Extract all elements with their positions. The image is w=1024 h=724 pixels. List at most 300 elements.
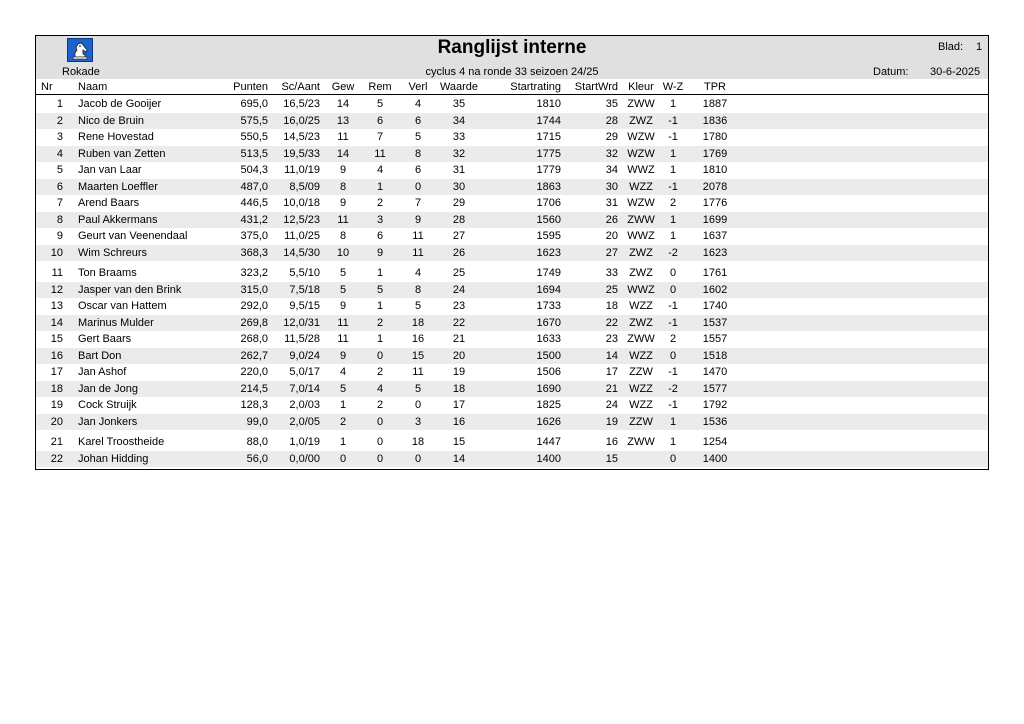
cell-waarde: 22 bbox=[452, 316, 466, 329]
cell-gew: 14 bbox=[336, 147, 350, 160]
cell-waarde: 23 bbox=[452, 300, 466, 312]
cell-nr: 19 bbox=[50, 399, 63, 411]
cell-rem: 5 bbox=[376, 98, 384, 110]
cell-startrating: 1595 bbox=[536, 230, 561, 242]
table-row bbox=[36, 331, 988, 348]
col-verl: Verl bbox=[408, 81, 428, 93]
table-row bbox=[36, 162, 988, 179]
cell-nr: 14 bbox=[50, 316, 63, 329]
col-tpr: TPR bbox=[704, 81, 726, 93]
report-header bbox=[36, 36, 988, 79]
cell-sc-aant: 7,0/14 bbox=[289, 382, 320, 395]
cell-startrating: 1715 bbox=[536, 131, 561, 143]
cell-waarde: 27 bbox=[452, 230, 466, 242]
col-nr: Nr bbox=[41, 81, 53, 93]
cell-tpr: 1577 bbox=[702, 382, 728, 395]
cell-rem: 1 bbox=[376, 267, 384, 279]
cell-startwrd: 20 bbox=[605, 230, 618, 242]
cell-tpr: 1776 bbox=[702, 197, 728, 209]
cell-startrating: 1810 bbox=[536, 98, 561, 110]
cell-nr: 1 bbox=[56, 98, 63, 110]
table-row bbox=[36, 298, 988, 315]
cell-naam: Maarten Loeffler bbox=[78, 180, 158, 193]
cell-sc-aant: 2,0/05 bbox=[289, 415, 320, 428]
cell-gew: 11 bbox=[337, 131, 349, 143]
cell-wz: 0 bbox=[669, 267, 677, 279]
table-row bbox=[36, 129, 988, 146]
cell-startwrd: 19 bbox=[605, 415, 618, 428]
table-row bbox=[36, 265, 988, 282]
cell-wz: 2 bbox=[669, 197, 677, 209]
cell-punten: 368,3 bbox=[240, 246, 268, 259]
cell-tpr: 1699 bbox=[702, 213, 728, 226]
cell-gew: 11 bbox=[337, 316, 349, 329]
cell-startrating: 1706 bbox=[536, 197, 561, 209]
table-row bbox=[36, 348, 988, 365]
cell-tpr: 1518 bbox=[702, 349, 728, 362]
cell-verl: 5 bbox=[414, 131, 422, 143]
cell-wz: 1 bbox=[669, 98, 677, 110]
cell-naam: Jan Ashof bbox=[78, 366, 127, 378]
cell-punten: 214,5 bbox=[240, 382, 268, 395]
cell-naam: Rene Hovestad bbox=[78, 131, 154, 143]
cell-gew: 5 bbox=[339, 283, 347, 296]
cell-startrating: 1825 bbox=[536, 399, 561, 411]
cell-punten: 323,2 bbox=[240, 267, 268, 279]
table-row bbox=[36, 179, 988, 196]
cell-punten: 128,3 bbox=[240, 399, 268, 411]
cell-kleur: ZWZ bbox=[629, 246, 653, 259]
cell-tpr: 1470 bbox=[702, 366, 728, 378]
cell-sc-aant: 11,5/28 bbox=[284, 333, 320, 345]
cell-tpr: 1761 bbox=[702, 267, 728, 279]
cell-startwrd: 14 bbox=[605, 349, 618, 362]
cell-rem: 0 bbox=[376, 436, 384, 448]
ranking-sheet bbox=[35, 35, 989, 470]
cell-kleur: ZZW bbox=[629, 366, 653, 378]
cell-naam: Arend Baars bbox=[78, 197, 140, 209]
cell-startwrd: 31 bbox=[605, 197, 618, 209]
cell-tpr: 1400 bbox=[702, 452, 728, 465]
cell-kleur: ZWW bbox=[627, 213, 655, 226]
table-row bbox=[36, 96, 988, 113]
table-row bbox=[36, 113, 988, 130]
cell-waarde: 18 bbox=[452, 382, 466, 395]
cell-wz: 1 bbox=[669, 213, 677, 226]
cell-verl: 0 bbox=[414, 399, 422, 411]
cell-verl: 8 bbox=[414, 147, 422, 160]
cell-startwrd: 18 bbox=[605, 300, 618, 312]
cell-tpr: 2078 bbox=[702, 180, 728, 193]
cell-rem: 2 bbox=[376, 316, 384, 329]
cell-rem: 1 bbox=[376, 300, 384, 312]
cell-kleur: WZZ bbox=[629, 180, 653, 193]
cell-wz: 1 bbox=[669, 415, 677, 428]
cell-rem: 2 bbox=[376, 197, 384, 209]
cell-gew: 13 bbox=[336, 114, 350, 127]
cell-wz: 1 bbox=[669, 164, 677, 176]
cell-sc-aant: 7,5/18 bbox=[289, 283, 320, 296]
cell-tpr: 1537 bbox=[702, 316, 728, 329]
cell-startrating: 1623 bbox=[536, 246, 561, 259]
cell-waarde: 35 bbox=[452, 98, 466, 110]
col-naam: Naam bbox=[78, 81, 108, 93]
cell-wz: -1 bbox=[668, 180, 678, 193]
cell-waarde: 17 bbox=[452, 399, 466, 411]
cell-kleur: ZWW bbox=[627, 436, 655, 448]
cell-startwrd: 21 bbox=[605, 382, 618, 395]
table-row bbox=[36, 451, 988, 468]
cell-naam: Geurt van Veenendaal bbox=[78, 230, 188, 242]
cell-waarde: 14 bbox=[452, 452, 466, 465]
cell-verl: 8 bbox=[414, 283, 422, 296]
cell-gew: 9 bbox=[339, 349, 347, 362]
cell-startrating: 1560 bbox=[536, 213, 561, 226]
cell-waarde: 29 bbox=[452, 197, 466, 209]
cell-startrating: 1775 bbox=[536, 147, 561, 160]
cell-waarde: 24 bbox=[452, 283, 466, 296]
cell-wz: -2 bbox=[668, 246, 678, 259]
cell-startwrd: 32 bbox=[605, 147, 618, 160]
cell-gew: 10 bbox=[336, 246, 350, 259]
cell-punten: 695,0 bbox=[240, 98, 268, 110]
cell-punten: 315,0 bbox=[240, 283, 268, 296]
cell-sc-aant: 14,5/30 bbox=[283, 246, 320, 259]
cell-kleur: WZW bbox=[627, 147, 655, 160]
cell-naam: Ton Braams bbox=[78, 267, 137, 279]
cell-startrating: 1863 bbox=[536, 180, 561, 193]
col-rem: Rem bbox=[368, 81, 392, 93]
cell-waarde: 20 bbox=[452, 349, 466, 362]
cell-verl: 0 bbox=[414, 452, 422, 465]
cell-wz: 0 bbox=[669, 283, 677, 296]
cell-wz: 1 bbox=[669, 147, 677, 160]
cell-punten: 550,5 bbox=[240, 131, 268, 143]
cell-startwrd: 17 bbox=[605, 366, 618, 378]
cell-verl: 4 bbox=[414, 98, 422, 110]
cell-kleur: WZW bbox=[627, 197, 655, 209]
cell-nr: 18 bbox=[50, 382, 63, 395]
table-row bbox=[36, 195, 988, 212]
cell-waarde: 15 bbox=[452, 436, 466, 448]
cell-naam: Johan Hidding bbox=[78, 452, 149, 465]
cell-verl: 6 bbox=[414, 164, 422, 176]
cell-sc-aant: 5,0/17 bbox=[289, 366, 320, 378]
cell-nr: 13 bbox=[50, 300, 63, 312]
cell-sc-aant: 16,0/25 bbox=[283, 114, 320, 127]
cell-kleur: ZWZ bbox=[629, 267, 653, 279]
cell-rem: 0 bbox=[376, 349, 384, 362]
cell-tpr: 1836 bbox=[702, 114, 728, 127]
cell-gew: 2 bbox=[339, 415, 347, 428]
cell-waarde: 25 bbox=[452, 267, 466, 279]
cell-nr: 7 bbox=[56, 197, 63, 209]
cell-startwrd: 29 bbox=[605, 131, 618, 143]
cell-kleur: ZWZ bbox=[629, 114, 653, 127]
cell-tpr: 1810 bbox=[702, 164, 728, 176]
cell-nr: 4 bbox=[56, 147, 63, 160]
cell-nr: 10 bbox=[50, 246, 63, 259]
cell-wz: 0 bbox=[669, 349, 677, 362]
cell-verl: 0 bbox=[414, 180, 422, 193]
col-kleur: Kleur bbox=[628, 81, 654, 93]
cell-naam: Oscar van Hattem bbox=[78, 300, 167, 312]
cell-kleur: ZWZ bbox=[629, 316, 653, 329]
cell-punten: 487,0 bbox=[240, 180, 268, 193]
cell-verl: 7 bbox=[414, 197, 422, 209]
cell-sc-aant: 10,0/18 bbox=[283, 197, 320, 209]
cell-tpr: 1780 bbox=[702, 131, 728, 143]
cell-gew: 14 bbox=[336, 98, 350, 110]
cell-rem: 1 bbox=[376, 333, 384, 345]
cell-tpr: 1887 bbox=[702, 98, 728, 110]
cell-kleur: WZZ bbox=[629, 399, 653, 411]
cell-nr: 12 bbox=[50, 283, 63, 296]
cell-nr: 8 bbox=[56, 213, 63, 226]
col-wz: W-Z bbox=[662, 81, 684, 93]
cell-waarde: 33 bbox=[452, 131, 466, 143]
cell-tpr: 1740 bbox=[702, 300, 728, 312]
cell-startwrd: 35 bbox=[605, 98, 618, 110]
cell-naam: Ruben van Zetten bbox=[78, 147, 166, 160]
cell-waarde: 26 bbox=[452, 246, 466, 259]
cell-kleur: WZW bbox=[627, 131, 655, 143]
cell-tpr: 1769 bbox=[702, 147, 728, 160]
cell-gew: 5 bbox=[339, 267, 347, 279]
column-header-row bbox=[36, 80, 988, 95]
cell-tpr: 1623 bbox=[702, 246, 728, 259]
cell-waarde: 34 bbox=[452, 114, 466, 127]
cell-sc-aant: 5,5/10 bbox=[289, 267, 320, 279]
col-punten: Punten bbox=[233, 81, 268, 93]
cell-startrating: 1749 bbox=[536, 267, 561, 279]
cell-waarde: 19 bbox=[452, 366, 466, 378]
cell-kleur: WZZ bbox=[629, 382, 653, 395]
cell-naam: Jasper van den Brink bbox=[78, 283, 182, 296]
cell-wz: 1 bbox=[669, 230, 677, 242]
cell-naam: Marinus Mulder bbox=[78, 316, 154, 329]
cell-sc-aant: 2,0/03 bbox=[289, 399, 320, 411]
cell-sc-aant: 8,5/09 bbox=[289, 180, 320, 193]
cell-rem: 0 bbox=[376, 415, 384, 428]
cell-punten: 446,5 bbox=[240, 197, 268, 209]
cell-verl: 5 bbox=[414, 382, 422, 395]
cell-gew: 1 bbox=[339, 436, 347, 448]
cell-punten: 56,0 bbox=[246, 452, 268, 465]
col-startrating: Startrating bbox=[510, 81, 561, 93]
cell-verl: 11 bbox=[412, 366, 424, 378]
cell-gew: 4 bbox=[339, 366, 347, 378]
cell-gew: 9 bbox=[339, 197, 347, 209]
cell-waarde: 28 bbox=[452, 213, 466, 226]
cell-startrating: 1633 bbox=[536, 333, 561, 345]
cell-sc-aant: 12,5/23 bbox=[283, 213, 320, 226]
cell-punten: 88,0 bbox=[246, 436, 268, 448]
club-name: Rokade bbox=[62, 66, 100, 78]
cell-naam: Gert Baars bbox=[78, 333, 132, 345]
cell-tpr: 1557 bbox=[702, 333, 728, 345]
cell-sc-aant: 12,0/31 bbox=[283, 316, 320, 329]
cell-wz: -1 bbox=[668, 114, 678, 127]
cell-punten: 268,0 bbox=[240, 333, 268, 345]
cell-rem: 2 bbox=[376, 366, 384, 378]
table-row bbox=[36, 414, 988, 431]
sheet-label: Blad: bbox=[938, 41, 964, 53]
cell-rem: 4 bbox=[376, 164, 384, 176]
table-row bbox=[36, 381, 988, 398]
cell-startwrd: 16 bbox=[605, 436, 618, 448]
cell-rem: 6 bbox=[376, 230, 384, 242]
cell-nr: 9 bbox=[56, 230, 63, 242]
cell-kleur: ZWW bbox=[627, 333, 655, 345]
cell-waarde: 16 bbox=[452, 415, 466, 428]
cell-nr: 15 bbox=[50, 333, 63, 345]
cell-rem: 0 bbox=[376, 452, 384, 465]
cell-rem: 1 bbox=[376, 180, 384, 193]
cell-tpr: 1602 bbox=[702, 283, 728, 296]
cell-wz: -2 bbox=[668, 382, 678, 395]
cell-startwrd: 24 bbox=[605, 399, 618, 411]
cell-sc-aant: 19,5/33 bbox=[283, 147, 320, 160]
cell-punten: 262,7 bbox=[240, 349, 268, 362]
cell-wz: -1 bbox=[668, 131, 678, 143]
cell-startwrd: 27 bbox=[605, 246, 618, 259]
cell-punten: 375,0 bbox=[240, 230, 268, 242]
cell-startwrd: 25 bbox=[605, 283, 618, 296]
cell-gew: 5 bbox=[339, 382, 347, 395]
cell-punten: 292,0 bbox=[240, 300, 268, 312]
cell-waarde: 32 bbox=[452, 147, 466, 160]
cell-tpr: 1536 bbox=[702, 415, 728, 428]
cycle-info: cyclus 4 na ronde 33 seizoen 24/25 bbox=[425, 66, 599, 78]
cell-kleur: WWZ bbox=[627, 230, 655, 242]
cell-punten: 431,2 bbox=[240, 213, 268, 226]
cell-nr: 22 bbox=[50, 452, 63, 465]
cell-waarde: 30 bbox=[452, 180, 466, 193]
cell-verl: 3 bbox=[414, 415, 422, 428]
table-row bbox=[36, 397, 988, 414]
cell-startwrd: 33 bbox=[605, 267, 618, 279]
cell-kleur: ZZW bbox=[629, 415, 653, 428]
ranking-table-body bbox=[36, 96, 988, 467]
cell-startrating: 1670 bbox=[536, 316, 561, 329]
cell-kleur: WWZ bbox=[627, 283, 655, 296]
cell-verl: 11 bbox=[412, 246, 424, 259]
table-row bbox=[36, 228, 988, 245]
cell-startrating: 1400 bbox=[536, 452, 561, 465]
col-startwrd: StartWrd bbox=[574, 81, 618, 93]
page-title: Ranglijst interne bbox=[437, 37, 587, 58]
cell-verl: 6 bbox=[414, 114, 422, 127]
cell-sc-aant: 1,0/19 bbox=[289, 436, 320, 448]
cell-rem: 11 bbox=[374, 147, 386, 160]
cell-rem: 3 bbox=[376, 213, 384, 226]
cell-rem: 7 bbox=[376, 131, 384, 143]
cell-startrating: 1744 bbox=[536, 114, 561, 127]
cell-punten: 513,5 bbox=[240, 147, 268, 160]
col-gew: Gew bbox=[331, 81, 355, 93]
cell-verl: 5 bbox=[414, 300, 422, 312]
cell-gew: 9 bbox=[339, 300, 347, 312]
sheet-number: 1 bbox=[976, 41, 983, 53]
table-row bbox=[36, 245, 988, 262]
cell-kleur: WZZ bbox=[629, 300, 653, 312]
cell-verl: 9 bbox=[414, 213, 422, 226]
cell-sc-aant: 14,5/23 bbox=[283, 131, 320, 143]
cell-naam: Bart Don bbox=[78, 349, 122, 362]
cell-startrating: 1447 bbox=[536, 436, 561, 448]
cell-rem: 4 bbox=[376, 382, 384, 395]
cell-verl: 15 bbox=[411, 349, 425, 362]
cell-tpr: 1792 bbox=[702, 399, 728, 411]
table-row bbox=[36, 146, 988, 163]
cell-sc-aant: 9,5/15 bbox=[289, 300, 320, 312]
cell-nr: 20 bbox=[50, 415, 63, 428]
table-row bbox=[36, 282, 988, 299]
cell-naam: Jan Jonkers bbox=[78, 415, 138, 428]
date-label: Datum: bbox=[873, 66, 909, 78]
date-value: 30-6-2025 bbox=[930, 66, 981, 78]
cell-kleur: WWZ bbox=[627, 164, 655, 176]
cell-rem: 9 bbox=[376, 246, 384, 259]
cell-gew: 11 bbox=[337, 213, 349, 226]
cell-startwrd: 30 bbox=[605, 180, 618, 193]
cell-nr: 16 bbox=[50, 349, 63, 362]
cell-sc-aant: 9,0/24 bbox=[289, 349, 320, 362]
cell-sc-aant: 11,0/19 bbox=[284, 164, 320, 176]
cell-nr: 11 bbox=[51, 267, 63, 279]
cell-wz: -1 bbox=[668, 366, 678, 378]
cell-nr: 21 bbox=[50, 436, 63, 448]
cell-naam: Jan van Laar bbox=[78, 164, 142, 176]
cell-gew: 8 bbox=[339, 230, 347, 242]
cell-gew: 9 bbox=[339, 164, 347, 176]
cell-punten: 220,0 bbox=[240, 366, 268, 378]
cell-startwrd: 26 bbox=[605, 213, 618, 226]
cell-startwrd: 23 bbox=[605, 333, 618, 345]
cell-nr: 2 bbox=[56, 114, 63, 127]
cell-rem: 2 bbox=[376, 399, 384, 411]
cell-naam: Jan de Jong bbox=[78, 382, 138, 395]
cell-naam: Paul Akkermans bbox=[78, 213, 158, 226]
cell-sc-aant: 16,5/23 bbox=[283, 98, 320, 110]
cell-naam: Karel Troostheide bbox=[78, 436, 165, 448]
cell-startrating: 1733 bbox=[536, 300, 561, 312]
cell-punten: 575,5 bbox=[240, 114, 268, 127]
cell-verl: 16 bbox=[411, 333, 425, 345]
cell-wz: 1 bbox=[669, 436, 677, 448]
cell-rem: 5 bbox=[376, 283, 384, 296]
cell-sc-aant: 0,0/00 bbox=[289, 452, 320, 465]
cell-nr: 6 bbox=[56, 180, 63, 193]
cell-gew: 1 bbox=[339, 399, 347, 411]
cell-naam: Jacob de Gooijer bbox=[78, 98, 162, 110]
cell-startrating: 1690 bbox=[536, 382, 561, 395]
cell-naam: Nico de Bruin bbox=[78, 114, 145, 127]
cell-startwrd: 15 bbox=[605, 452, 618, 465]
cell-startrating: 1500 bbox=[536, 349, 561, 362]
cell-wz: 0 bbox=[669, 452, 677, 465]
cell-nr: 3 bbox=[56, 131, 63, 143]
cell-naam: Cock Struijk bbox=[78, 399, 137, 411]
cell-kleur: WZZ bbox=[629, 349, 653, 362]
cell-nr: 5 bbox=[56, 164, 63, 176]
cell-verl: 11 bbox=[412, 230, 424, 242]
cell-waarde: 31 bbox=[452, 164, 466, 176]
cell-wz: -1 bbox=[668, 316, 678, 329]
cell-verl: 18 bbox=[411, 316, 425, 329]
cell-wz: -1 bbox=[668, 399, 678, 411]
